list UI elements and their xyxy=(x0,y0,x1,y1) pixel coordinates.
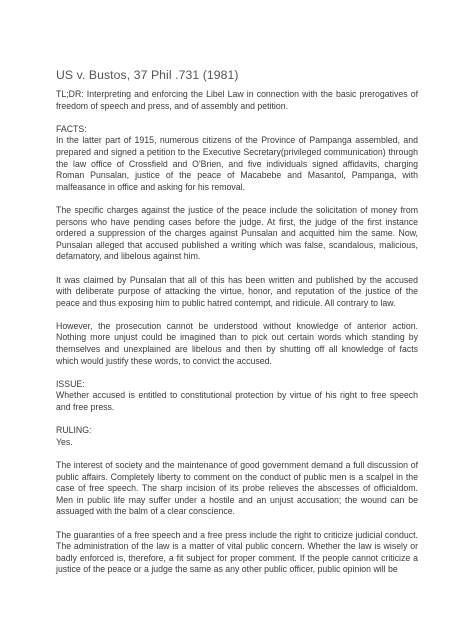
issue-heading: ISSUE: xyxy=(56,378,85,389)
facts-paragraph: The specific charges against the justice of the peace include the solicitation of money from persons who have pending cases before the judge. At first, the judge of the first instance ordered a suppression of the charges against Punsalan and acquitted him the same. Now, Punsalan alleged that accused published a writing which was false, scandalous, malicious, defamatory, and libelous against him. xyxy=(56,204,418,262)
issue-text: Whether accused is entitled to constitutional protection by virtue of his right to free speech and free press. xyxy=(56,390,418,413)
facts-paragraph: In the latter part of 1915, numerous citizens of the Province of Pampanga assembled, and prepared and signed a petition to the Executive Secretary(privileged communication) through the law office of Crossfield and O'Brien, and five individuals signed affidavits, charging Roman Punsalan, justice of the peace of Macabebe and Masantol, Pampanga, with malfeasance in office and asking for his removal. xyxy=(56,135,418,192)
facts-heading: FACTS: xyxy=(56,123,87,134)
ruling-paragraph: The guaranties of a free speech and a free press include the right to criticize judicial conduct. The administration of the law is a matter of vital public concern. Whether the law is wisely or badly enforced is, therefore, a fit subject for proper comment. If the people cannot criticize a justice of the peace or a judge the same as any other public officer, public opinion will be xyxy=(56,529,418,575)
case-title: US v. Bustos, 37 Phil .731 (1981) xyxy=(56,68,239,82)
ruling-answer: Yes. xyxy=(56,436,73,447)
ruling-heading: RULING: xyxy=(56,425,92,436)
document-body xyxy=(56,68,418,576)
facts-paragraph: However, the prosecution cannot be understood without knowledge of anterior action. Nothing more unjust could be imagined than to pick out certain words which standing by themselves and unexplained are libelous and then by shutting off all knowledge of facts which would justify these words, to convict the accused. xyxy=(56,320,418,366)
tldr-summary: TL;DR: Interpreting and enforcing the Libel Law in connection with the basic prerogatives of freedom of speech and press, and of assembly and petition. xyxy=(56,89,418,111)
facts-paragraph: It was claimed by Punsalan that all of this has been written and published by the accused with deliberate purpose of attacking the virtue, honor, and reputation of the justice of the peace and thus exposing him to public hatred contempt, and ridicule. All contrary to law. xyxy=(56,274,418,308)
ruling-paragraph: The interest of society and the maintenance of good government demand a full discussion of public affairs. Completely liberty to comment on the conduct of public men is a scalpel in the case of free speech. The sharp incision of its probe relieves the abscesses of officialdom. Men in public life may suffer under a hostile and an unjust accusation; the wound can be assuaged with the balm of a clear conscience. xyxy=(56,460,418,517)
